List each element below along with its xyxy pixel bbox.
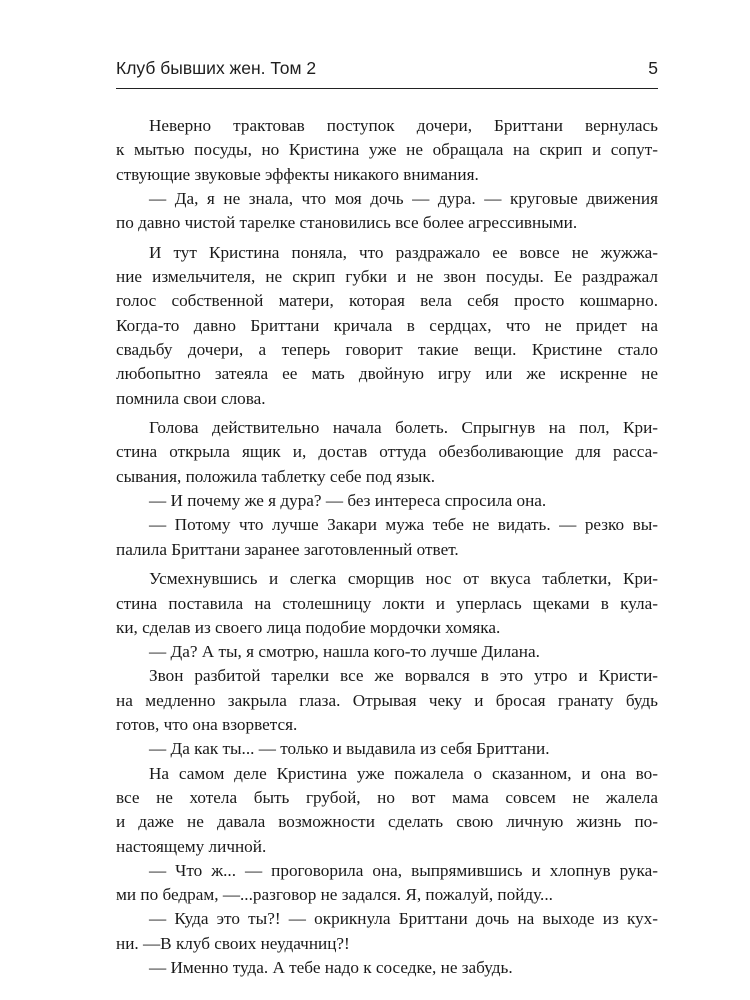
text-line: — Что ж... — проговорила она, выпрямившись и хлопнув рука-: [149, 860, 658, 880]
text-line: Неверно трактовав поступок дочери, Бриттани вернулась: [149, 116, 658, 135]
text-line: И тут Кристина поняла, что раздражало ее вовсе не жужжа-: [149, 242, 658, 262]
text-line: все не хотела быть грубой, но вот мама совсем не жалела: [116, 787, 658, 807]
body-text: [116, 114, 658, 986]
text-line: ки, сделав из своего лица подобие мордочки хомяка.: [116, 617, 501, 637]
text-line: свадьбу дочери, а теперь говорит такие вещи. Кристине стало: [116, 339, 658, 359]
book-title: Клуб бывших жен. Том 2: [116, 58, 317, 78]
text-line: — Куда это ты?! — окрикнула Бриттани дочь на выходе из кух-: [149, 909, 658, 929]
text-line: Когда-то давно Бриттани кричала в сердцах, что не придет на: [116, 315, 658, 335]
text-line: На самом деле Кристина уже пожалела о сказанном, и она во-: [149, 763, 658, 783]
paragraph: [116, 114, 658, 235]
text-line: ни. —В клуб своих неудачниц?!: [116, 933, 350, 953]
text-line: — Именно туда. А тебе надо к соседке, не забудь.: [149, 957, 513, 977]
text-line: на медленно закрыла глаза. Отрывая чеку и бросая гранату будь: [116, 690, 658, 710]
text-line: готов, что она взорвется.: [116, 715, 298, 735]
text-line: ствующие звуковые эффекты никакого внимания.: [116, 164, 479, 184]
text-line: сывания, положила таблетку себе под язык.: [116, 466, 435, 486]
text-line: — И почему же я дура? — без интереса спросила она.: [149, 491, 547, 511]
text-line: стина открыла ящик и, достав оттуда обезболивающие для расса-: [116, 442, 658, 462]
text-line: по давно чистой тарелке становились все более агрессивными.: [116, 213, 578, 233]
text-line: стина поставила на столешницу локти и уперлась щеками в кула-: [116, 593, 658, 613]
paragraph: [116, 241, 658, 411]
text-line: голос собственной матери, которая вела себя просто кошмарно.: [116, 291, 658, 311]
text-line: настоящему личной.: [116, 836, 267, 856]
text-line: палила Бриттани заранее заготовленный ответ.: [116, 539, 459, 559]
text-line: — Да, я не знала, что моя дочь — дура. — круговые движения: [149, 188, 658, 208]
text-line: — Потому что лучше Закари мужа тебе не видать. — резко вы-: [149, 515, 658, 535]
running-header: [116, 58, 658, 84]
text-line: ми по бедрам, —...разговор не задался. Я, пожалуй, пойду...: [116, 885, 553, 905]
paragraph: [116, 416, 658, 562]
text-line: — Да как ты... — только и выдавила из себя Бриттани.: [149, 739, 550, 759]
text-line: и даже не давала возможности сделать свою личную жизнь по-: [116, 812, 658, 832]
text-line: Голова действительно начала болеть. Спрыгнув на пол, Кри-: [149, 418, 658, 438]
text-line: помнила свои слова.: [116, 388, 266, 408]
text-line: Усмехнувшись и слегка сморщив нос от вкуса таблетки, Кри-: [149, 569, 658, 589]
paragraph: [116, 567, 658, 980]
text-line: — Да? А ты, я смотрю, нашла кого-то лучше Дилана.: [149, 642, 540, 662]
page-number: 5: [648, 58, 658, 78]
text-line: любопытно затеяла ее мать двойную игру или же искренне не: [116, 364, 658, 384]
text-line: Звон разбитой тарелки все же ворвался в это утро и Кристи-: [149, 666, 658, 686]
text-line: к мытью посуды, но Кристина уже не обращала на скрип и сопут-: [116, 140, 658, 160]
text-line: ние измельчителя, не скрип губки и не звон посуды. Ее раздражал: [116, 267, 658, 287]
header-rule: [116, 88, 658, 89]
